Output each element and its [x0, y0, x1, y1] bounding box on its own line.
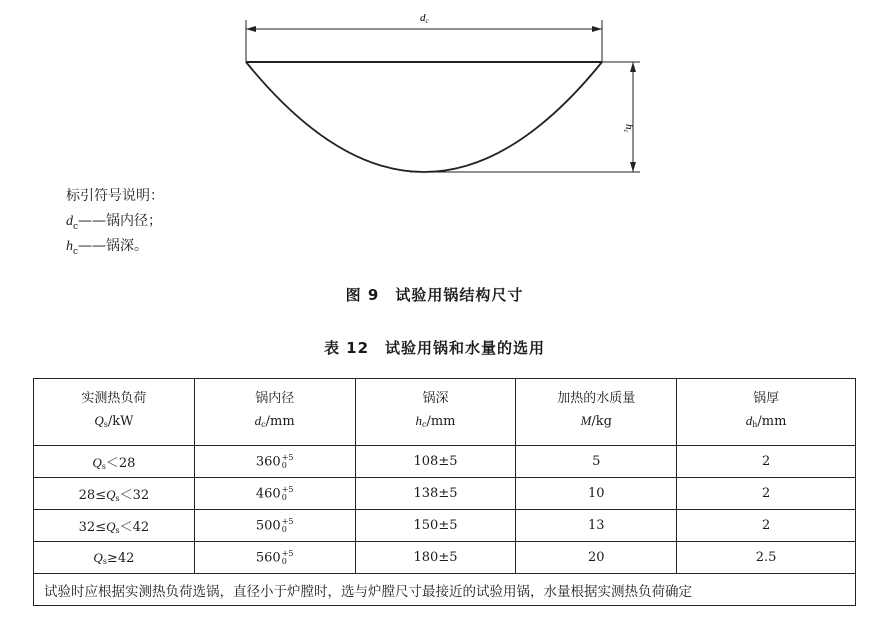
thickness-cell: 2	[677, 446, 856, 478]
legend-title: 标引符号说明：	[66, 188, 164, 204]
water-cell: 10	[516, 478, 677, 510]
depth-cell: 150±5	[355, 510, 516, 542]
table-caption: 表 12 试验用锅和水量的选用	[323, 339, 546, 357]
load-cell: $Q_s<28$	[34, 446, 195, 478]
table-row	[34, 510, 856, 542]
header-cell: 实测热负荷 $Q_s/kW$	[34, 379, 195, 446]
table-note: 试验时应根据实测热负荷选锅，直径小于炉膛时，选与炉膛尺寸最接近的试验用锅，水量根据实测热负荷确定	[34, 574, 856, 606]
table-header-row	[34, 379, 856, 446]
diameter-cell: 460 +5 0	[194, 478, 355, 510]
table-row	[34, 446, 856, 478]
arrow-up-icon	[630, 62, 636, 72]
thickness-cell: 2	[677, 510, 856, 542]
thickness-cell: 2.5	[677, 542, 856, 574]
legend-item: $h_c——$锅深。	[66, 238, 149, 257]
header-cell: 锅厚 $d_h/mm$	[677, 379, 856, 446]
load-cell: $Q_s\ge 42$	[34, 542, 195, 574]
legend-item: $d_c——$锅内径；	[66, 213, 163, 232]
height-label: hc	[622, 124, 635, 133]
pot-selection-table	[33, 378, 856, 606]
header-cell: 锅深 $h_c/mm$	[355, 379, 516, 446]
figure-caption: 图 9 试验用锅结构尺寸	[345, 286, 524, 304]
water-cell: 20	[516, 542, 677, 574]
water-cell: 5	[516, 446, 677, 478]
diameter-cell: 360 +5 0	[194, 446, 355, 478]
arrow-right-icon	[592, 26, 602, 32]
load-cell: $32\le Q_s<42$	[34, 510, 195, 542]
load-cell: $28\le Q_s<32$	[34, 478, 195, 510]
depth-cell: 138±5	[355, 478, 516, 510]
table-note-row	[34, 574, 856, 606]
thickness-cell: 2	[677, 478, 856, 510]
depth-cell: 180±5	[355, 542, 516, 574]
arrow-left-icon	[246, 26, 256, 32]
water-cell: 13	[516, 510, 677, 542]
diameter-cell: 560 +5 0	[194, 542, 355, 574]
table-row	[34, 542, 856, 574]
header-cell: 锅内径 $d_c/mm$	[194, 379, 355, 446]
header-cell: 加热的水质量 M/kg	[516, 379, 677, 446]
width-label: dc	[420, 12, 429, 25]
depth-cell: 108±5	[355, 446, 516, 478]
diameter-cell: 500 +5 0	[194, 510, 355, 542]
arrow-down-icon	[630, 162, 636, 172]
table-row	[34, 478, 856, 510]
pot-bowl	[246, 62, 602, 172]
